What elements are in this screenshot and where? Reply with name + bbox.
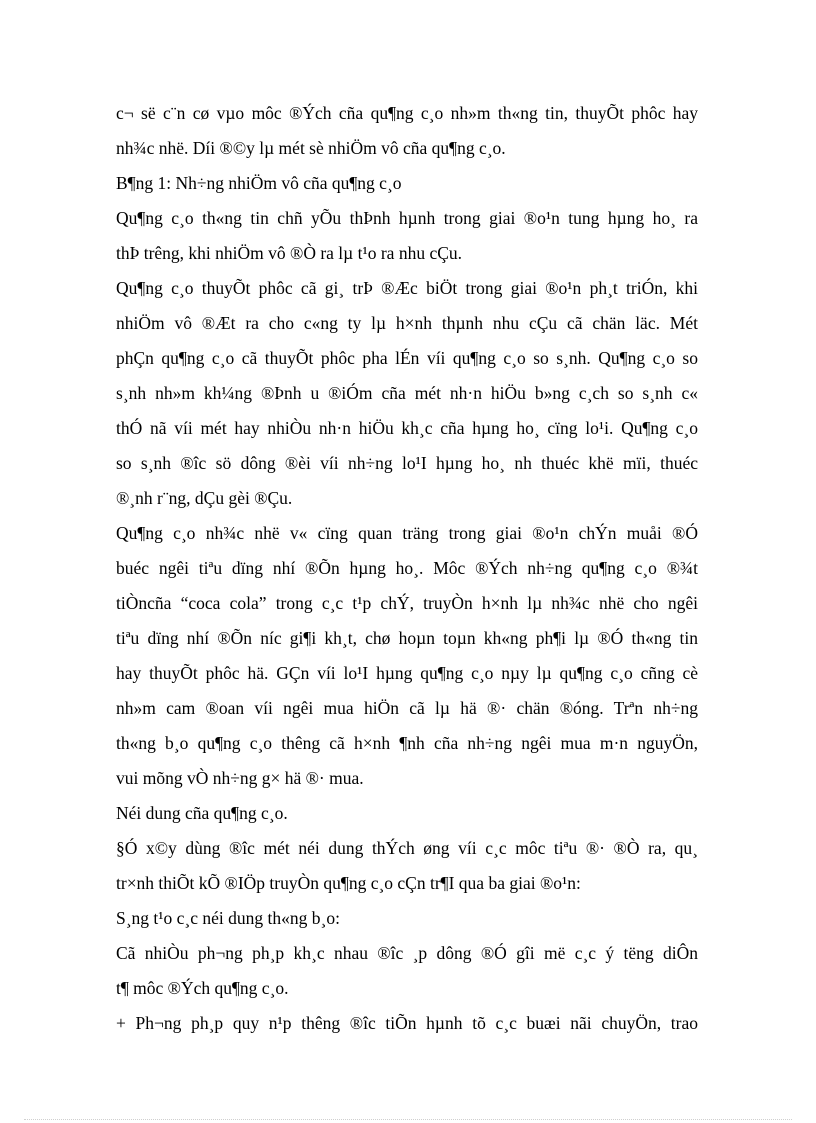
text-line: B¶ng 1: Nh÷ng nhiÖm vô cña qu¶ng c¸o xyxy=(116,173,402,193)
text-line: §Ó x©y dùng ®îc mét néi dung thÝch øng víi c¸c môc tiªu ®· ®Ò ra, qu¸ xyxy=(116,838,698,858)
page-bottom-rule xyxy=(24,1119,792,1120)
text-line: vui mõng vÒ nh÷ng g× hä ®· mua. xyxy=(116,768,364,788)
text-line: buéc ngêi tiªu dïng nhí ®Õn hµng ho¸. Môc ®Ých nh÷ng qu¶ng c¸o ®¾t xyxy=(116,558,698,578)
text-line: thÞ trêng, khi nhiÖm vô ®Ò ra lµ t¹o ra nhu cÇu. xyxy=(116,243,463,263)
text-line: nhiÖm vô ®Æt ra cho c«ng ty lµ h×nh thµnh nhu cÇu cã chän läc. Mét xyxy=(116,313,698,333)
text-line: t¶ môc ®Ých qu¶ng c¸o. xyxy=(116,978,289,998)
text-line: Qu¶ng c¸o nh¾c nhë v« cïng quan träng trong giai ®o¹n chÝn muåi ®Ó xyxy=(116,523,698,543)
text-line: tiªu dïng nhí ®Õn níc gi¶i kh¸t, chø hoµn toµn kh«ng ph¶i lµ ®Ó th«ng tin xyxy=(116,628,698,648)
text-line: s¸nh nh»m kh¼ng ®Þnh u ®iÓm cña mét nh·n hiÖu b»ng c¸ch so s¸nh c« xyxy=(116,383,698,403)
text-line: Qu¶ng c¸o th«ng tin chñ yÕu thÞnh hµnh trong giai ®o¹n tung hµng ho¸ ra xyxy=(116,208,698,228)
text-line: nh¾c nhë. Díi ®©y lµ mét sè nhiÖm vô cña qu¶ng c¸o. xyxy=(116,138,506,158)
text-line: + Ph¬ng ph¸p quy n¹p thêng ®îc tiÕn hµnh tõ c¸c buæi nãi chuyÖn, trao xyxy=(116,1013,698,1033)
text-line: so s¸nh ®îc sö dông ®èi víi nh÷ng lo¹I hµng ho¸ nh thuéc khë mïi, thuéc xyxy=(116,453,698,473)
text-line: c¬ së c¨n cø vµo môc ®Ých cña qu¶ng c¸o nh»m th«ng tin, thuyÕt phôc hay xyxy=(116,103,698,123)
text-line: nh»m cam ®oan víi ngêi mua hiÖn cã lµ hä ®· chän ®óng. Trªn nh÷ng xyxy=(116,698,698,718)
text-line: ®¸nh r¨ng, dÇu gèi ®Çu. xyxy=(116,488,293,508)
text-line: Cã nhiÒu ph¬ng ph¸p kh¸c nhau ®îc ¸p dông ®Ó gîi më c¸c ý tëng diÔn xyxy=(116,943,698,963)
text-line: Qu¶ng c¸o thuyÕt phôc cã gi¸ trÞ ®Æc biÖt trong giai ®o¹n ph¸t triÓn, khi xyxy=(116,278,698,298)
text-line: Néi dung cña qu¶ng c¸o. xyxy=(116,803,288,823)
text-line: phÇn qu¶ng c¸o cã thuyÕt phôc pha lÉn víi qu¶ng c¸o so s¸nh. Qu¶ng c¸o so xyxy=(116,348,698,368)
text-line: S¸ng t¹o c¸c néi dung th«ng b¸o: xyxy=(116,908,340,928)
text-line: tiÒncña “coca cola” trong c¸c t¹p chÝ, truyÒn h×nh lµ nh¾c nhë cho ngêi xyxy=(116,593,698,613)
document-body xyxy=(116,96,698,1041)
text-line: tr×nh thiÕt kÕ ®IÖp truyÒn qu¶ng c¸o cÇn tr¶I qua ba giai ®o¹n: xyxy=(116,873,581,893)
text-line: hay thuyÕt phôc hä. GÇn víi lo¹I hµng qu¶ng c¸o nµy lµ qu¶ng c¸o cñng cè xyxy=(116,663,698,683)
text-line: th«ng b¸o qu¶ng c¸o thêng cã h×nh ¶nh cña nh÷ng ngêi mua m·n nguyÖn, xyxy=(116,733,698,753)
text-line: thÓ nã víi mét hay nhiÒu nh·n hiÖu kh¸c cña hµng ho¸ cïng lo¹i. Qu¶ng c¸o xyxy=(116,418,698,438)
